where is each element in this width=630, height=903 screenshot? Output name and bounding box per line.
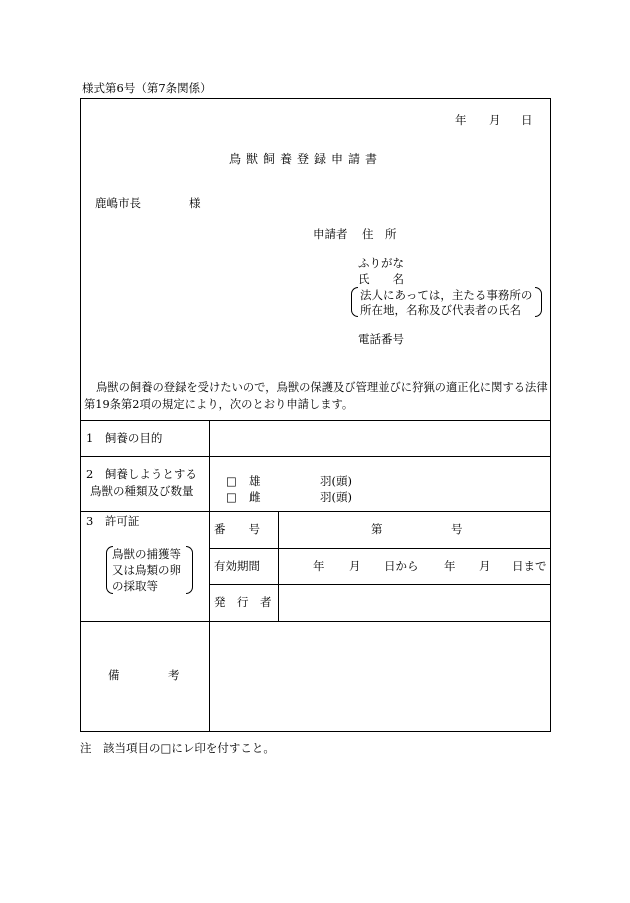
border-bottom xyxy=(80,731,551,732)
validity-from: 日から xyxy=(384,559,419,573)
male-checkbox[interactable]: □ xyxy=(226,474,237,488)
furigana-label: ふりがな xyxy=(358,256,404,270)
name-label: 氏 名 xyxy=(358,272,404,286)
species-label-line1: 2 飼養しようとする xyxy=(86,467,197,481)
date-month: 月 xyxy=(489,113,501,127)
validity-month-2: 月 xyxy=(479,559,491,573)
addressee-name: 鹿嶋市長 xyxy=(95,196,141,210)
row-line-2 xyxy=(80,456,551,457)
validity-until: 日まで xyxy=(512,559,547,573)
row-line-4 xyxy=(209,548,551,549)
corp-note-bracket-left xyxy=(351,287,358,317)
female-unit: 羽(頭) xyxy=(320,490,352,504)
remarks-label-1: 備 xyxy=(108,668,120,682)
male-label: 雄 xyxy=(249,474,261,488)
col-line-permit xyxy=(278,511,279,621)
issuer-label: 発 行 者 xyxy=(214,595,272,609)
border-top xyxy=(80,98,551,99)
row-line-5 xyxy=(209,584,551,585)
permit-note-line2: 又は鳥類の卵 xyxy=(112,563,181,577)
validity-label: 有効期間 xyxy=(214,559,260,573)
footnote: 注 該当項目の□にレ印を付すこと。 xyxy=(80,741,275,755)
date-day: 日 xyxy=(521,113,533,127)
document-title: 鳥獣飼養登録申請書 xyxy=(229,152,383,166)
address-label: 住 所 xyxy=(362,227,397,241)
corp-note-line2: 所在地，名称及び代表者の氏名 xyxy=(360,303,521,317)
applicant-label: 申請者 xyxy=(313,227,348,241)
date-year: 年 xyxy=(455,113,467,127)
permit-note-bracket-right xyxy=(186,546,193,594)
corp-note-line1: 法人にあっては，主たる事務所の xyxy=(360,288,533,302)
row-line-6 xyxy=(80,621,551,622)
border-right xyxy=(550,98,551,732)
border-left xyxy=(80,98,81,732)
permit-note-line1: 鳥獣の捕獲等 xyxy=(112,547,181,561)
row-line-3 xyxy=(80,511,551,512)
row-line-1 xyxy=(80,420,551,421)
form-number: 様式第6号（第7条関係） xyxy=(82,81,212,95)
statement-paragraph: 鳥獣の飼養の登録を受けたいので，鳥獣の保護及び管理並びに狩猟の適正化に関する法律第19条第2項の規定により，次のとおり申請します。 xyxy=(84,381,548,411)
remarks-label-2: 考 xyxy=(168,668,180,682)
number-prefix: 第 xyxy=(371,522,383,536)
addressee-honorific: 様 xyxy=(189,196,201,210)
corp-note-bracket-right xyxy=(535,287,542,317)
number-suffix: 号 xyxy=(451,522,463,536)
col-line-main xyxy=(209,420,210,731)
phone-label: 電話番号 xyxy=(358,332,404,346)
female-checkbox[interactable]: □ xyxy=(226,490,237,504)
female-label: 雌 xyxy=(249,490,261,504)
validity-month-1: 月 xyxy=(349,559,361,573)
validity-year-2: 年 xyxy=(444,559,456,573)
purpose-label: 1 飼養の目的 xyxy=(86,431,163,445)
permit-note-line3: の採取等 xyxy=(112,579,158,593)
permit-label: 3 許可証 xyxy=(86,514,140,528)
number-label: 番 号 xyxy=(214,522,260,536)
species-label-line2: 鳥獣の種類及び数量 xyxy=(90,484,194,498)
validity-year-1: 年 xyxy=(313,559,325,573)
male-unit: 羽(頭) xyxy=(320,474,352,488)
